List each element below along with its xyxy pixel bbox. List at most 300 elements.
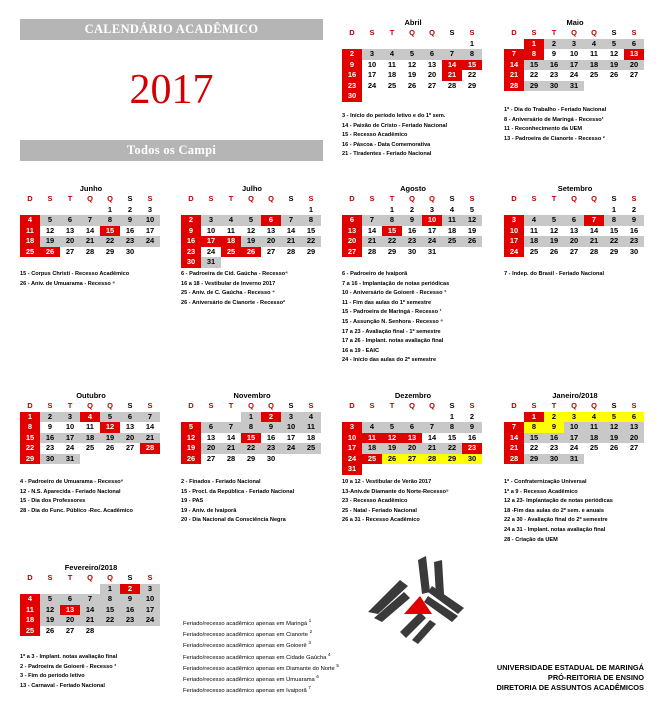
- weekday-header: D: [511, 194, 517, 203]
- day-cell: 3: [147, 204, 153, 214]
- notes-setembro: [504, 270, 604, 280]
- empty-cell: [504, 412, 524, 423]
- day-cell: 25: [387, 80, 397, 90]
- day-cell: 6: [60, 215, 80, 226]
- day-cell: 24: [206, 246, 216, 256]
- day-cell: 23: [181, 247, 201, 258]
- day-cell: 19: [604, 60, 624, 71]
- day-cell: 21: [504, 443, 524, 454]
- note-item: 11 - Fim das aulas do 1º semestre: [342, 299, 432, 306]
- day-cell: 8: [100, 215, 120, 226]
- day-cell: 11: [227, 225, 235, 235]
- day-cell: 5: [100, 412, 120, 423]
- weekday-header: D: [27, 194, 33, 203]
- note-item: 8 - Aniversário de Maringá - Recesso¹: [504, 116, 604, 123]
- day-cell: 13: [624, 49, 644, 60]
- day-cell: 7: [80, 594, 100, 605]
- day-cell: 7: [504, 49, 524, 60]
- note-item: 19 - PAS: [181, 498, 204, 505]
- day-cell: 23: [549, 443, 559, 452]
- day-cell: 18: [20, 236, 40, 247]
- empty-cell: [382, 412, 402, 423]
- day-cell: 27: [427, 80, 437, 90]
- day-cell: 30: [125, 246, 135, 256]
- day-cell: 12: [45, 225, 55, 235]
- weekday-header: Q: [87, 401, 93, 410]
- day-cell: 24: [281, 443, 301, 454]
- day-cell: 15: [100, 226, 120, 237]
- day-cell: 26: [241, 247, 261, 258]
- day-cell: 5: [40, 215, 60, 226]
- empty-cell: [181, 412, 201, 423]
- day-cell: 4: [449, 204, 455, 214]
- day-cell: 16: [544, 433, 564, 444]
- day-cell: 12: [462, 215, 482, 226]
- empty-cell: [60, 584, 80, 595]
- day-cell: 4: [362, 422, 382, 433]
- day-cell: 28: [140, 443, 160, 454]
- day-cell: 20: [201, 443, 221, 454]
- day-cell: 16: [125, 225, 135, 235]
- day-cell: 7: [442, 49, 462, 60]
- notes-fevereiro-2018: [20, 653, 117, 691]
- day-cell: 15: [524, 60, 544, 71]
- day-cell: 6: [402, 422, 422, 433]
- note-item: 25 - Aniv. de C. Gaúcha - Recesso ⁴: [181, 290, 275, 297]
- day-cell: 14: [367, 225, 377, 235]
- day-cell: 10: [206, 225, 216, 235]
- note-item: 12 a 23- Implantação de notas periódicas: [504, 498, 613, 505]
- note-item: 1º a 3 - Implant. notas avaliação final: [20, 654, 118, 660]
- day-cell: 5: [40, 594, 60, 605]
- day-cell: 18: [80, 433, 100, 444]
- uem-logo-icon: [360, 552, 470, 647]
- day-cell: 18: [306, 432, 316, 442]
- day-cell: 12: [246, 225, 256, 235]
- day-cell: 1: [611, 204, 617, 214]
- day-cell: 3: [564, 39, 584, 50]
- day-cell: 6: [261, 215, 281, 226]
- day-cell: 26: [462, 236, 482, 247]
- weekday-header: S: [631, 194, 637, 203]
- day-cell: 27: [402, 454, 422, 465]
- day-cell: 3: [429, 204, 435, 214]
- day-cell: 18: [584, 60, 604, 71]
- weekday-header: Q: [268, 401, 274, 410]
- weekday-header: T: [228, 194, 234, 203]
- day-cell: 16: [544, 60, 564, 71]
- day-cell: 19: [40, 615, 60, 626]
- note-item: 13-Aniv.de Diamante do Norte-Recesso⁵: [342, 488, 449, 495]
- note-item: 15 - Corpus Christi - Recesso Acadêmico: [20, 271, 130, 277]
- note-item: 1º - Dia do Trabalho - Feriado Nacional: [504, 107, 607, 113]
- day-cell: 11: [530, 225, 538, 235]
- day-cell: 21: [80, 615, 100, 626]
- day-cell: 24: [140, 615, 160, 626]
- note-item: 3 - Início do período letivo e do 1º sem.: [342, 113, 446, 119]
- day-cell: 23: [120, 615, 140, 626]
- note-item: 26 - Aniv. de Umuarama - Recesso ⁶: [20, 280, 115, 287]
- day-cell: 23: [45, 443, 55, 452]
- day-cell: 4: [301, 412, 321, 423]
- day-cell: 28: [422, 454, 442, 465]
- day-cell: 9: [624, 215, 644, 226]
- day-cell: 21: [140, 433, 160, 444]
- day-cell: 1: [107, 204, 113, 214]
- day-cell: 28: [589, 246, 599, 256]
- notes-junho: [20, 270, 129, 289]
- weekday-header: S: [208, 401, 214, 410]
- weekday-header: Q: [409, 194, 415, 203]
- day-cell: 23: [624, 236, 644, 247]
- weekday-header: D: [188, 194, 194, 203]
- empty-cell: [181, 205, 201, 216]
- month-novembro: [181, 390, 323, 464]
- weekday-header: Q: [268, 194, 274, 203]
- empty-cell: [80, 584, 100, 595]
- day-cell: 1: [469, 38, 475, 48]
- day-cell: 21: [504, 70, 524, 81]
- day-cell: 16: [266, 432, 276, 442]
- day-cell: 19: [604, 433, 624, 444]
- weekday-header: T: [389, 194, 395, 203]
- day-cell: 3: [362, 49, 382, 60]
- day-cell: 8: [301, 215, 321, 226]
- day-cell: 16: [467, 432, 477, 442]
- day-cell: 18: [447, 225, 457, 235]
- day-cell: 13: [624, 422, 644, 433]
- day-cell: 13: [342, 226, 362, 237]
- day-cell: 6: [342, 215, 362, 226]
- note-item: 28 - Dia do Func. Público -Rec. Acadêmico: [20, 507, 133, 514]
- day-cell: 29: [524, 81, 544, 92]
- day-cell: 3: [564, 412, 584, 423]
- day-cell: 25: [442, 236, 462, 247]
- day-cell: 5: [181, 422, 201, 433]
- weekday-header: T: [67, 401, 73, 410]
- day-cell: 10: [367, 59, 377, 69]
- day-cell: 6: [422, 49, 442, 60]
- day-cell: 15: [382, 226, 402, 237]
- day-cell: 4: [20, 594, 40, 605]
- day-cell: 24: [569, 70, 579, 79]
- day-cell: 20: [624, 433, 644, 444]
- day-cell: 14: [427, 432, 437, 442]
- day-cell: 17: [367, 70, 377, 79]
- weekday-header: S: [147, 573, 153, 582]
- day-cell: 4: [524, 215, 544, 226]
- empty-cell: [564, 205, 584, 216]
- day-cell: 15: [241, 433, 261, 444]
- empty-cell: [544, 205, 564, 216]
- note-item: 15 - Recesso Acadêmico: [342, 132, 408, 139]
- empty-cell: [40, 584, 60, 595]
- day-cell: 13: [60, 605, 80, 616]
- day-cell: 12: [609, 49, 619, 58]
- day-cell: 27: [65, 625, 75, 635]
- day-cell: 31: [342, 464, 362, 475]
- day-cell: 19: [382, 443, 402, 454]
- day-cell: 6: [60, 594, 80, 605]
- month-title: Agosto: [400, 184, 426, 193]
- day-cell: 21: [80, 236, 100, 247]
- weekday-header: S: [127, 194, 133, 203]
- day-cell: 20: [624, 60, 644, 71]
- day-cell: 20: [342, 236, 362, 247]
- month-title: Janeiro/2018: [552, 391, 598, 400]
- day-cell: 3: [60, 412, 80, 423]
- day-cell: 22: [529, 443, 539, 452]
- notes-outubro: [20, 478, 133, 516]
- day-cell: 21: [221, 443, 241, 454]
- day-cell: 25: [221, 247, 241, 258]
- note-item: 18 -Fim das aulas do 2º sem. e anuais: [504, 507, 604, 514]
- day-cell: 19: [181, 443, 201, 454]
- month-title: Junho: [79, 184, 103, 193]
- empty-cell: [281, 205, 301, 216]
- day-cell: 23: [549, 70, 559, 79]
- empty-cell: [221, 205, 241, 216]
- day-cell: 23: [261, 443, 281, 454]
- day-cell: 26: [181, 454, 201, 465]
- note-item: 26 - Aniversário de Cianorte - Recesso²: [181, 299, 285, 306]
- day-cell: 16: [181, 236, 201, 247]
- weekday-header: Q: [87, 573, 93, 582]
- year-title: 2017: [129, 67, 214, 113]
- day-cell: 13: [402, 433, 422, 444]
- day-cell: 25: [589, 443, 599, 452]
- month-outubro: [20, 390, 162, 464]
- day-cell: 2: [631, 204, 637, 214]
- note-item: 20 - Dia Nacional da Consciência Negra: [181, 517, 286, 524]
- day-cell: 27: [629, 443, 639, 452]
- day-cell: 16: [407, 225, 417, 235]
- month-title: Outubro: [76, 391, 106, 400]
- weekday-header: D: [349, 401, 355, 410]
- notes-julho: [181, 270, 288, 308]
- day-grid: [504, 401, 646, 464]
- day-cell: 4: [221, 215, 241, 226]
- weekday-header: S: [127, 401, 133, 410]
- day-cell: 30: [407, 246, 417, 256]
- weekday-header: Q: [248, 401, 254, 410]
- weekday-header: Q: [409, 401, 415, 410]
- day-cell: 24: [65, 443, 75, 452]
- day-cell: 4: [382, 49, 402, 60]
- day-cell: 29: [387, 246, 397, 256]
- weekday-header: S: [449, 28, 455, 37]
- day-cell: 22: [301, 236, 321, 247]
- day-cell: 31: [427, 246, 437, 256]
- note-item: 1º a 9 - Recesso Acadêmico: [504, 488, 578, 495]
- day-cell: 18: [387, 70, 397, 79]
- weekday-header: Q: [429, 28, 435, 37]
- day-cell: 30: [462, 454, 482, 465]
- day-cell: 29: [609, 246, 619, 256]
- day-cell: 31: [60, 454, 80, 465]
- day-cell: 30: [181, 257, 201, 268]
- day-cell: 27: [65, 246, 75, 256]
- day-cell: 15: [524, 433, 544, 444]
- weekday-header: D: [511, 28, 517, 37]
- day-cell: 10: [342, 433, 362, 444]
- day-cell: 8: [20, 422, 40, 433]
- day-cell: 5: [382, 422, 402, 433]
- day-cell: 1: [241, 412, 261, 423]
- day-cell: 31: [564, 454, 584, 465]
- month-title: Fevereiro/2018: [64, 563, 118, 572]
- day-cell: 6: [564, 215, 584, 226]
- day-cell: 11: [388, 59, 396, 69]
- note-item: 24 - Início das aulas do 2º semestre: [342, 357, 437, 364]
- day-cell: 12: [40, 605, 60, 616]
- day-cell: 2: [40, 412, 60, 423]
- day-cell: 26: [105, 443, 115, 452]
- notes-agosto: [342, 270, 449, 366]
- day-cell: 25: [362, 454, 382, 465]
- day-cell: 28: [286, 246, 296, 256]
- day-cell: 2: [261, 412, 281, 423]
- day-cell: 17: [504, 236, 524, 247]
- weekday-header: S: [47, 401, 53, 410]
- weekday-header: T: [67, 573, 73, 582]
- day-cell: 10: [422, 215, 442, 226]
- day-cell: 23: [402, 236, 422, 247]
- note-item: 16 a 18 - Vestibular de Inverno 2017: [181, 280, 276, 287]
- weekday-header: S: [369, 194, 375, 203]
- day-cell: 29: [467, 80, 477, 90]
- day-cell: 26: [549, 246, 559, 256]
- empty-cell: [40, 205, 60, 216]
- day-cell: 31: [201, 257, 221, 268]
- institution-name: UNIVERSIDADE ESTADUAL DE MARINGÁ: [496, 663, 644, 672]
- day-cell: 15: [306, 225, 316, 235]
- weekday-header: S: [308, 194, 314, 203]
- institution-division: DIRETORIA DE ASSUNTOS ACADÊMICOS: [496, 683, 644, 693]
- day-cell: 19: [467, 225, 477, 235]
- empty-cell: [60, 205, 80, 216]
- weekday-header: S: [631, 28, 637, 37]
- day-cell: 10: [65, 422, 75, 431]
- weekday-header: S: [469, 194, 475, 203]
- month-title: Julho: [242, 184, 262, 193]
- weekday-header: T: [551, 401, 557, 410]
- day-cell: 3: [281, 412, 301, 423]
- day-cell: 19: [40, 236, 60, 247]
- weekday-header: S: [631, 401, 637, 410]
- note-item: 12 - N.S. Aparecida - Feriado Nacional: [20, 488, 121, 495]
- weekday-header: T: [551, 194, 557, 203]
- day-cell: 2: [409, 204, 415, 214]
- day-cell: 12: [604, 422, 624, 433]
- day-cell: 14: [442, 60, 462, 71]
- notes-novembro: [181, 478, 294, 526]
- day-cell: 11: [86, 422, 94, 431]
- legend-item: Feriado/recesso acadêmico apenas em Cidade Gaúcha $^4$: [183, 651, 331, 661]
- weekday-header: Q: [107, 573, 113, 582]
- day-cell: 22: [100, 615, 120, 626]
- weekday-header: T: [389, 401, 395, 410]
- day-cell: 29: [20, 454, 40, 465]
- day-cell: 22: [20, 443, 40, 454]
- day-cell: 1: [389, 204, 395, 214]
- note-item: 25 - Natal - Feriado Nacional: [342, 507, 417, 514]
- day-cell: 7: [221, 422, 241, 433]
- day-cell: 24: [422, 236, 442, 247]
- day-cell: 3: [140, 584, 160, 595]
- empty-cell: [382, 39, 402, 50]
- day-cell: 14: [286, 225, 296, 235]
- note-item: 2 - Padroeira de Goioerê - Recesso ³: [20, 663, 117, 670]
- day-cell: 17: [145, 225, 155, 235]
- empty-cell: [504, 205, 524, 216]
- day-cell: 28: [226, 453, 236, 463]
- month-agosto: [342, 183, 484, 257]
- day-cell: 10: [281, 422, 301, 433]
- day-cell: 20: [60, 615, 80, 626]
- note-item: 21 - Tiradentes - Feriado Nacional: [342, 151, 432, 158]
- day-cell: 8: [462, 49, 482, 60]
- month-junho: [20, 183, 162, 257]
- day-cell: 6: [120, 412, 140, 423]
- day-cell: 25: [529, 246, 539, 256]
- day-cell: 5: [604, 39, 624, 50]
- day-cell: 22: [100, 236, 120, 247]
- day-cell: 14: [145, 422, 155, 431]
- note-item: 6 - Padroeira de Cid. Gaúcha - Recesso⁴: [181, 271, 288, 277]
- day-cell: 9: [544, 422, 564, 433]
- day-grid: [181, 401, 323, 464]
- recess-legend: [183, 619, 339, 697]
- day-cell: 22: [382, 236, 402, 247]
- legend-item: Feriado/recesso acadêmico apenas em Ivaiporã $^7$: [183, 685, 311, 695]
- day-cell: 14: [504, 433, 524, 444]
- note-item: 17 a 26 - Implant. notas avaliação final: [342, 338, 444, 345]
- day-cell: 2: [127, 204, 133, 214]
- weekday-header: Q: [571, 28, 577, 37]
- day-cell: 30: [342, 91, 362, 102]
- empty-cell: [342, 39, 362, 50]
- note-item: 19 - Aniv. de Ivaiporã: [181, 507, 237, 514]
- day-cell: 2: [342, 49, 362, 60]
- weekday-header: S: [531, 401, 537, 410]
- day-cell: 23: [120, 236, 140, 247]
- day-cell: 18: [362, 443, 382, 454]
- weekday-header: Q: [429, 194, 435, 203]
- note-item: 15 - Procl. da República - Feriado Nacional: [181, 488, 295, 495]
- day-cell: 2: [544, 39, 564, 50]
- empty-cell: [402, 412, 422, 423]
- note-item: 15 - Assunção N. Senhora - Recesso ⁶: [342, 318, 443, 325]
- day-cell: 22: [442, 443, 462, 454]
- day-cell: 8: [524, 422, 544, 433]
- day-cell: 22: [529, 70, 539, 79]
- day-cell: 3: [504, 215, 524, 226]
- day-cell: 29: [306, 246, 316, 256]
- note-item: 1º - Confraternização Universal: [504, 479, 587, 485]
- weekday-header: S: [469, 28, 475, 37]
- day-cell: 5: [241, 215, 261, 226]
- day-grid: [342, 28, 484, 102]
- day-cell: 7: [584, 215, 604, 226]
- month-title: Maio: [566, 18, 584, 27]
- day-grid: [342, 401, 484, 475]
- day-cell: 9: [402, 215, 422, 226]
- empty-cell: [342, 412, 362, 423]
- day-cell: 30: [544, 454, 564, 465]
- day-cell: 28: [85, 625, 95, 635]
- day-cell: 27: [569, 246, 579, 256]
